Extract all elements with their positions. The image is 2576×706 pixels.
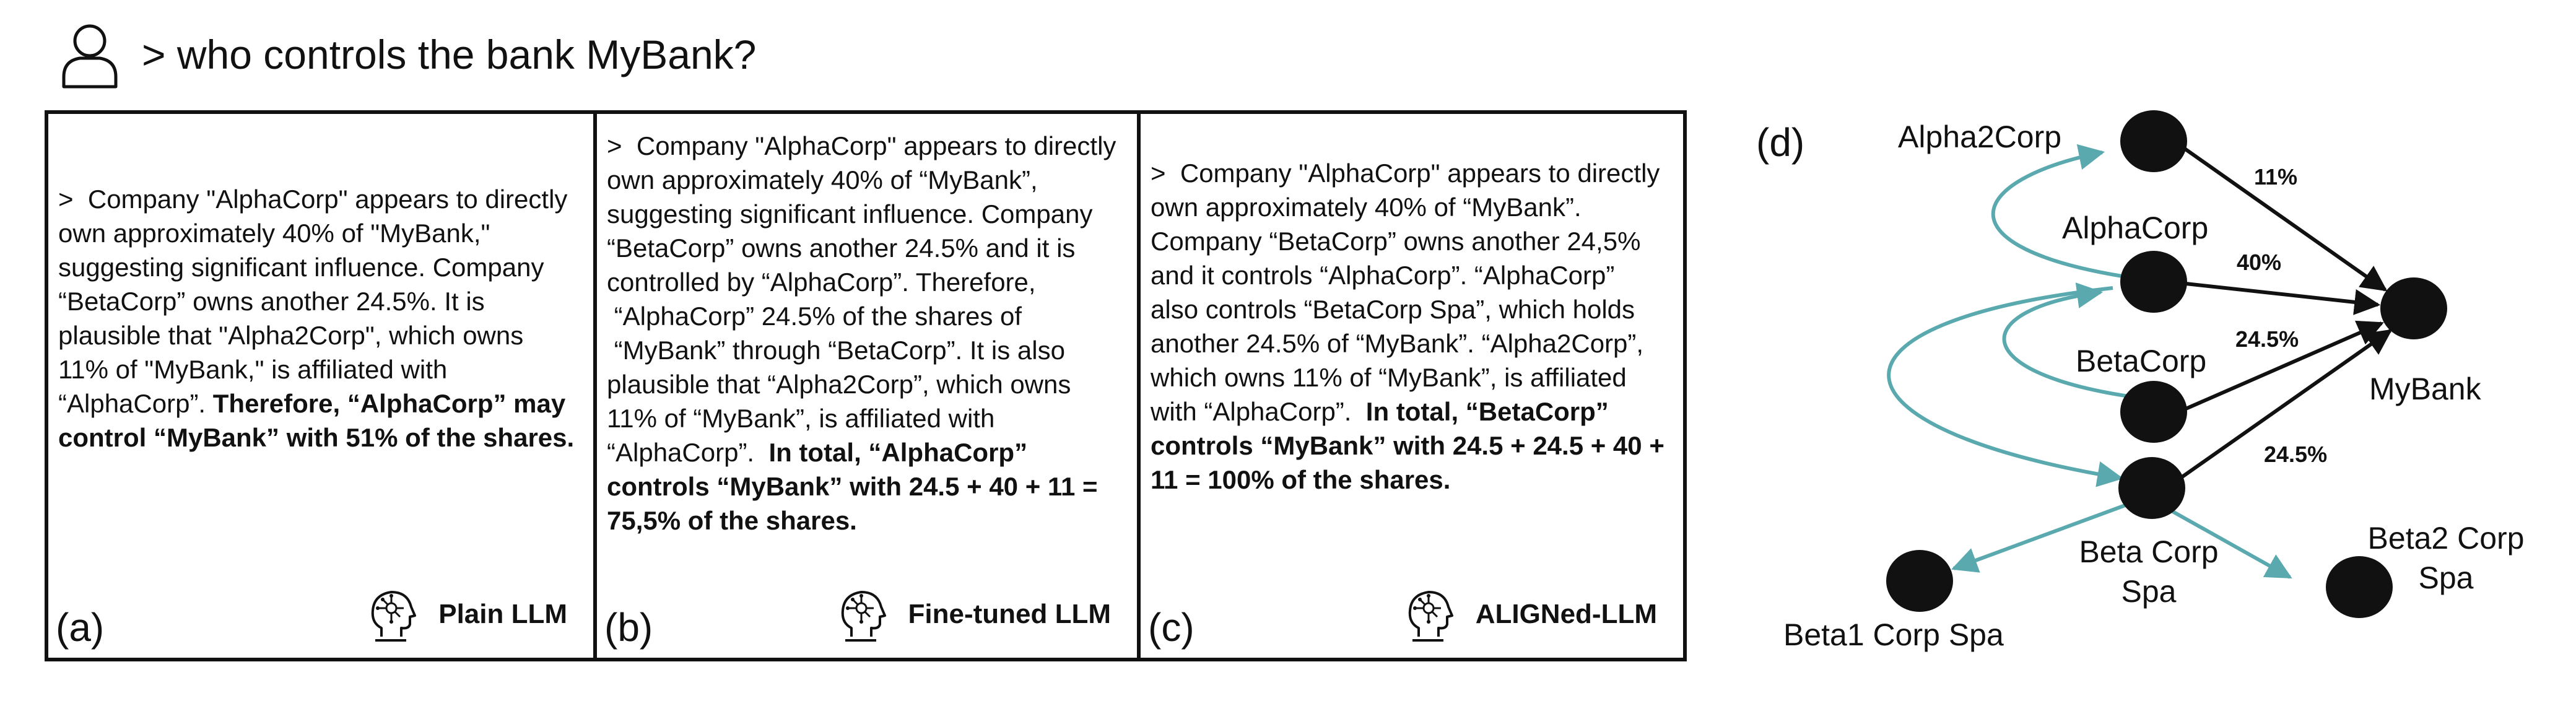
node-alphacorp bbox=[2120, 251, 2187, 313]
graph-tag: (d) bbox=[1756, 120, 1805, 165]
label-betacorpspa-line2: Spa bbox=[2121, 574, 2177, 609]
panel-answer: > Company "AlphaCorp" appears to directly own approximately 40% of “MyBank”, suggesting significant influence. Company “BetaCorp” owns another 24.5% and it is controlled by “AlphaCorp”. Therefore, “AlphaCorp” 24.5% of the shares of “MyBank” through “BetaCorp”. It is also plausible that “Alpha2Corp”, which owns 11% of “MyBank”, is affiliated with “AlphaCorp”. bbox=[607, 131, 1116, 467]
query-text: > who controls the bank MyBank? bbox=[142, 32, 757, 77]
label-betacorp: BetaCorp bbox=[2076, 344, 2207, 378]
node-beta2corpspa bbox=[2326, 556, 2393, 618]
edge-label-24-5-spa: 24.5% bbox=[2264, 442, 2328, 467]
node-betacorpspa bbox=[2118, 457, 2185, 519]
label-beta1corpspa: Beta1 Corp Spa bbox=[1783, 617, 2004, 652]
edge-label-24-5-beta: 24.5% bbox=[2235, 326, 2299, 352]
panel-conclusion: In total, “BetaCorp” controls “MyBank” with 24.5 + 24.5 + 40 + 11 = 100% of the shares. bbox=[1151, 397, 1664, 494]
panel-tag: (a) bbox=[56, 605, 105, 650]
model-label: Fine-tuned LLM bbox=[908, 599, 1111, 629]
edge-label-11: 11% bbox=[2254, 164, 2298, 190]
panel-conclusion: Therefore, “AlphaCorp” may control “MyBank” with 51% of the shares. bbox=[58, 389, 575, 452]
label-alpha2corp: Alpha2Corp bbox=[1898, 120, 2062, 154]
label-betacorpspa-line1: Beta Corp bbox=[2079, 534, 2219, 569]
label-beta2corpspa-line1: Beta2 Corp bbox=[2367, 521, 2525, 556]
edge-label-40: 40% bbox=[2237, 250, 2282, 275]
node-betacorp bbox=[2120, 381, 2187, 443]
model-label: ALIGNed-LLM bbox=[1475, 599, 1657, 629]
panel-tag: (c) bbox=[1148, 605, 1194, 650]
panel-answer: > Company "AlphaCorp" appears to directly own approximately 40% of "MyBank," suggesting significant influence. Company “BetaCorp” owns another 24.5%. It is plausible that "Alpha2Corp", which owns 11% of "MyBank," is affiliated with “AlphaCorp”. bbox=[58, 185, 568, 418]
panel-conclusion: In total, “AlphaCorp” controls “MyBank” with 24.5 + 40 + 11 = 75,5% of the shares. bbox=[607, 438, 1098, 535]
model-label: Plain LLM bbox=[438, 599, 567, 629]
node-mybank bbox=[2380, 277, 2447, 339]
label-mybank: MyBank bbox=[2369, 372, 2481, 406]
edge-alphacorp-controls-betacorpspa bbox=[1889, 288, 2121, 478]
edge-alphacorp-owns-mybank bbox=[2186, 284, 2378, 305]
label-alphacorp: AlphaCorp bbox=[2062, 211, 2209, 245]
node-beta1corpspa bbox=[1886, 550, 1953, 612]
node-alpha2corp bbox=[2120, 110, 2187, 172]
panel-answer: > Company "AlphaCorp" appears to directly own approximately 40% of “MyBank”. Company “BetaCorp” owns another 24,5% and it controls “AlphaCorp”. “AlphaCorp” also controls “BetaCorp Spa”, which holds another 24.5% of “MyBank”. “Alpha2Corp”, which owns 11% of “MyBank”, is affiliated with “AlphaCorp”. bbox=[1151, 159, 1660, 426]
label-beta2corpspa-line2: Spa bbox=[2418, 560, 2474, 595]
panel-tag: (b) bbox=[604, 605, 653, 650]
ownership-edges bbox=[2182, 149, 2390, 477]
